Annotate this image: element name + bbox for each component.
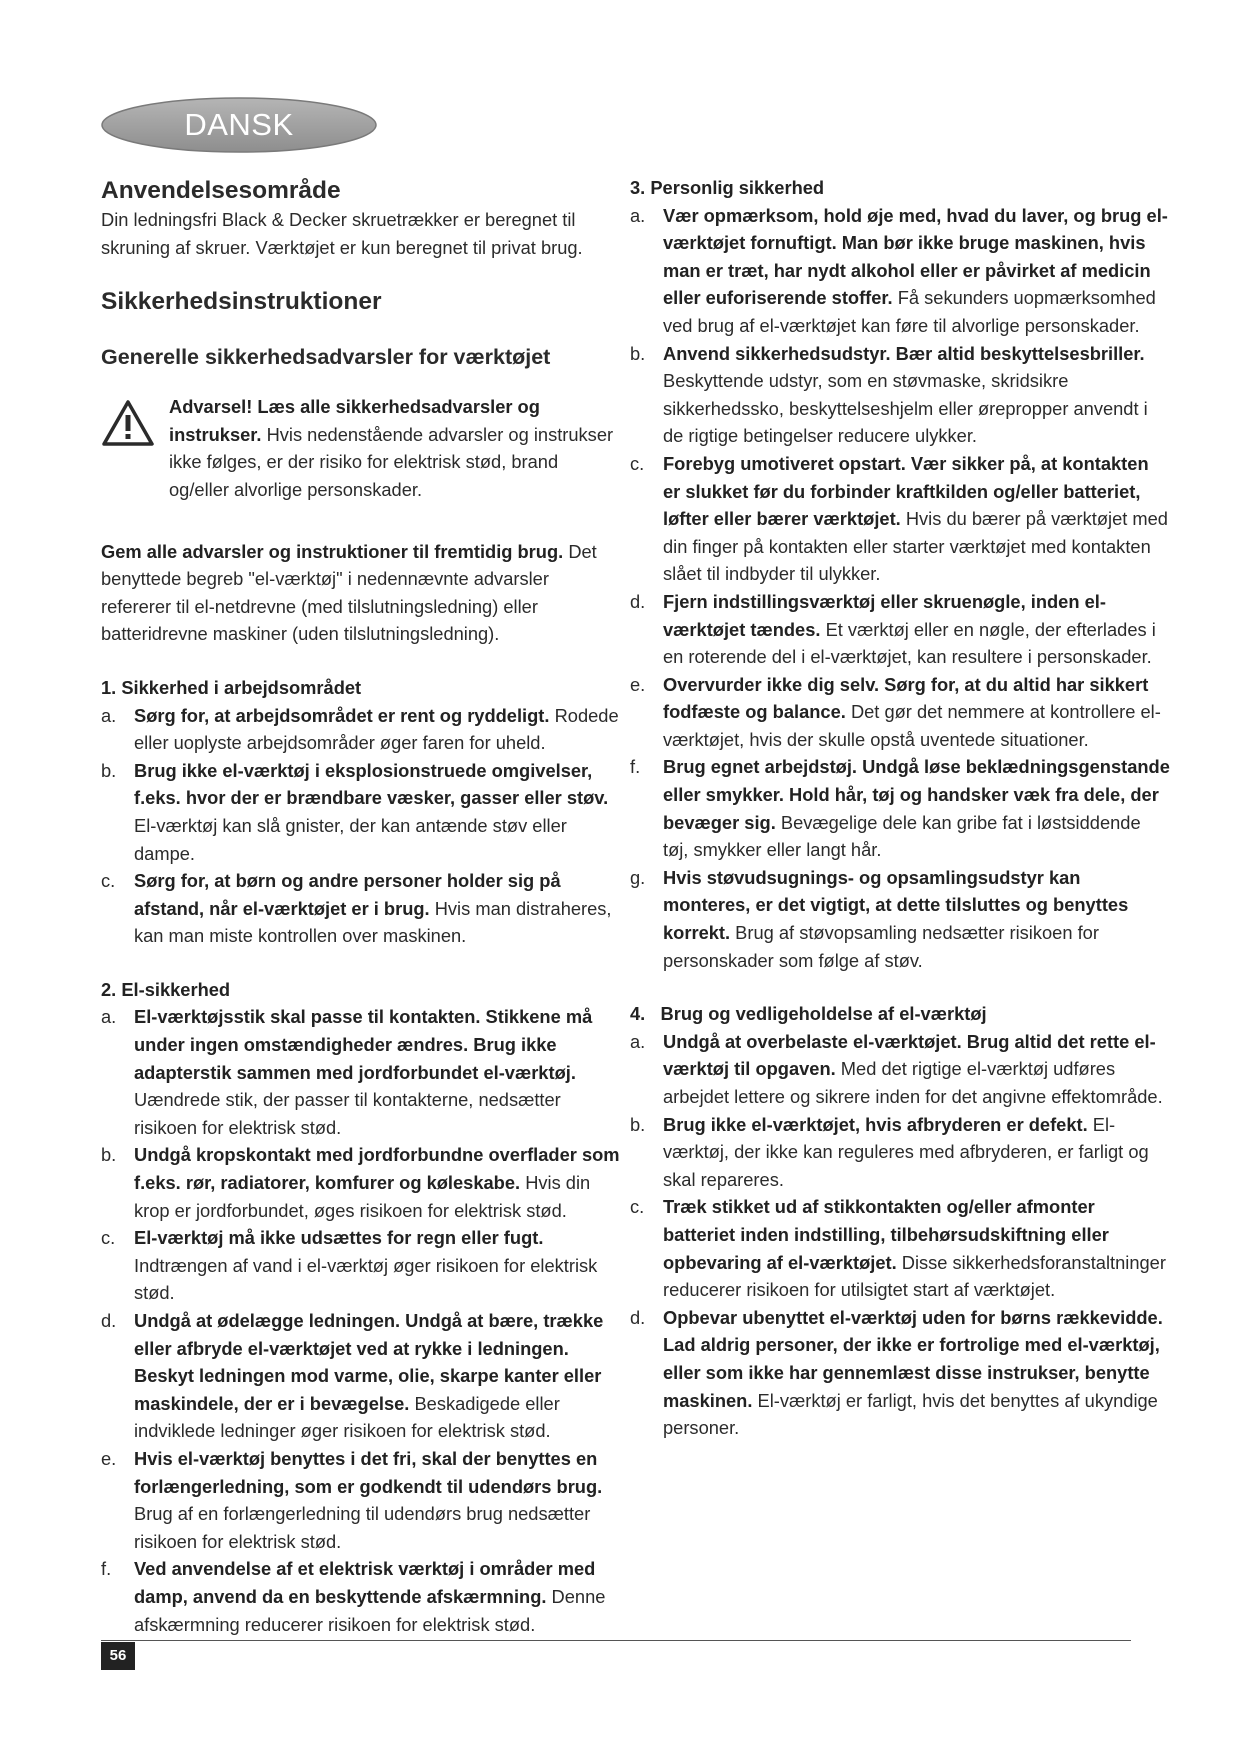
list-item: c. Sørg for, at børn og andre personer holder sig på afstand, når el-værktøjet er i brug. Hvis man distraheres, kan man miste kontrollen over maskinen. — [101, 867, 621, 950]
safety-heading: Sikkerhedsinstruktioner — [101, 288, 382, 316]
item-marker: a. — [630, 204, 646, 226]
list-item: b. Brug ikke el-værktøjet, hvis afbryderen er defekt. El-værktøj, der ikke kan reguleres med afbryderen, er farligt og skal repareres. — [630, 1111, 1170, 1194]
item-marker: b. — [630, 1113, 646, 1135]
list-item: f. Ved anvendelse af et elektrisk værktøj i områder med damp, anvend da en beskyttende afskærmning. Denne afskærmning reducerer risikoen for elektrisk stød. — [101, 1555, 621, 1638]
section-title: 1. Sikkerhed i arbejdsområdet — [101, 676, 362, 698]
list-item: b. Brug ikke el-værktøj i eksplosionstruede omgivelser, f.eks. hvor der er brændbare væsker, gasser eller støv. El-værktøj kan slå gnister, der kan antænde støv eller dampe. — [101, 757, 621, 867]
footer-divider — [101, 1640, 1131, 1641]
warning-bold: Advarsel! Læs alle sikkerhedsadvarsler og instrukser. — [169, 396, 540, 445]
language-label: DANSK — [184, 107, 294, 142]
item-marker: a. — [101, 1006, 117, 1028]
item-marker: a. — [101, 704, 117, 726]
section-1 — [101, 674, 621, 950]
list-item: e. Hvis el-værktøj benyttes i det fri, skal der benyttes en forlængerledning, som er godkendt til udendørs brug. Brug af en forlængerledning til udendørs brug nedsætter risikoen for elektrisk stød. — [101, 1445, 621, 1555]
section-title: 4. Brug og vedligeholdelse af el-værktøj — [630, 1003, 987, 1025]
item-marker: b. — [101, 759, 117, 781]
section-title: 2. El-sikkerhed — [101, 978, 231, 1000]
item-marker: e. — [630, 673, 646, 695]
item-marker: f. — [101, 1558, 112, 1580]
save-text: Det benyttede begreb "el-værktøj" i nedennævnte advarsler refererer til el-netdrevne (med tilslutningsledning) eller batteridrevne maskiner (uden tilslutningsledning). — [101, 540, 597, 645]
save-instructions — [101, 538, 621, 648]
item-marker: f. — [630, 756, 641, 778]
warning-block — [101, 393, 621, 503]
list-item: a. Undgå at overbelaste el-værktøjet. Brug altid det rette el-værktøj til opgaven. Med det rigtige el-værktøj udføres arbejdet lettere og sikrere inden for det angivne effektområde. — [630, 1028, 1170, 1111]
list-item: f. Brug egnet arbejdstøj. Undgå løse beklædningsgenstande eller smykker. Hold hår, tøj og handsker væk fra dele, der bevæger sig. Bevægelige dele kan gribe fat i løstsiddende tøj, smykker eller langt hår. — [630, 753, 1170, 863]
list-item: c. El-værktøj må ikke udsættes for regn eller fugt. Indtrængen af vand i el-værktøj øger risikoen for elektrisk stød. — [101, 1224, 621, 1307]
item-marker: c. — [101, 870, 116, 892]
language-badge — [100, 96, 378, 154]
list-item: d. Undgå at ødelægge ledningen. Undgå at bære, trække eller afbryde el-værktøjet ved at rykke i ledningen. Beskyt ledningen mod varme, olie, skarpe kanter eller maskindele, der er i bevægelse. Beskadigede eller indviklede ledninger øger risikoen for elektrisk stød. — [101, 1307, 621, 1445]
warning-text — [169, 393, 621, 503]
safety-subheading: Generelle sikkerhedsadvarsler for værktøjet — [101, 345, 551, 370]
item-marker: a. — [630, 1030, 646, 1052]
section-4 — [630, 1000, 1170, 1442]
warning-body: Hvis nedenstående advarsler og instrukser ikke følges, er der risiko for elektrisk stød, brand og/eller alvorlige personskader. — [169, 423, 614, 500]
list-item: c. Forebyg umotiveret opstart. Vær sikker på, at kontakten er slukket før du forbinder kraftkilden og/eller batteriet, løfter eller bærer værktøjet. Hvis du bærer på værktøjet med din finger på kontakten eller starter værktøjet med kontakten slået til indbyder til ulykker. — [630, 450, 1170, 588]
warning-triangle-icon — [101, 399, 155, 447]
item-marker: d. — [630, 590, 646, 612]
page-number: 56 — [101, 1642, 135, 1670]
item-marker: b. — [101, 1144, 117, 1166]
item-marker: c. — [630, 452, 645, 474]
intended-use-heading: Anvendelsesområde — [101, 177, 341, 204]
list-item: b. Undgå kropskontakt med jordforbundne overflader som f.eks. rør, radiatorer, komfurer og køleskabe. Hvis din krop er jordforbundet, øges risikoen for elektrisk stød. — [101, 1141, 621, 1224]
section-title: 3. Personlig sikkerhed — [630, 177, 825, 198]
list-item: g. Hvis støvudsugnings- og opsamlingsudstyr kan monteres, er det vigtigt, at dette tilsluttes og benyttes korrekt. Brug af støvopsamling nedsætter risikoen for personskader som følge af støv. — [630, 864, 1170, 974]
item-marker: g. — [630, 866, 646, 888]
list-item: a. El-værktøjsstik skal passe til kontakten. Stikkene må under ingen omstændigheder ændres. Brug ikke adapterstik sammen med jordforbundet el-værktøj. Uændrede stik, der passer til kontakterne, nedsætter risikoen for elektrisk stød. — [101, 1003, 621, 1141]
item-marker: b. — [630, 342, 646, 364]
item-marker: d. — [630, 1306, 646, 1328]
list-item: d. Fjern indstillingsværktøj eller skruenøgle, inden el-værktøjet tændes. Et værktøj eller en nøgle, der efterlades i en roterende del i el-værktøjet, kan resultere i personskader. — [630, 588, 1170, 671]
list-item: a. Vær opmærksom, hold øje med, hvad du laver, og brug el-værktøjet fornuftigt. Man bør ikke bruge maskinen, hvis man er træt, har nydt alkohol eller er påvirket af medicin eller euforiserende stoffer. Få sekunders uopmærksomhed ved brug af el-værktøjet kan føre til alvorlige personskader. — [630, 202, 1170, 340]
list-item: b. Anvend sikkerhedsudstyr. Bær altid beskyttelsesbriller. Beskyttende udstyr, som en støvmaske, skridsikre sikkerhedssko, beskyttelseshjelm eller ørepropper anvendt i de rigtige betingelser reducere ulykker. — [630, 340, 1170, 450]
item-marker: e. — [101, 1447, 117, 1469]
item-marker: c. — [101, 1227, 116, 1249]
list-item: e. Overvurder ikke dig selv. Sørg for, at du altid har sikkert fodfæste og balance. Det gør det nemmere at kontrollere el-værktøjet, hvis der skulle opstå uventede situationer. — [630, 671, 1170, 754]
list-item: c. Træk stikket ud af stikkontakten og/eller afmonter batteriet inden indstilling, tilbehørsudskiftning eller opbevaring af el-værktøjet. Disse sikkerhedsforanstaltninger reducerer risikoen for utilsigtet start af værktøjet. — [630, 1193, 1170, 1303]
right-column — [630, 174, 1170, 1442]
list-item: a. Sørg for, at arbejdsområdet er rent og ryddeligt. Rodede eller uoplyste arbejdsområder øger faren for uheld. — [101, 702, 621, 757]
intended-use-text: Din ledningsfri Black & Decker skruetrækker er beregnet til skruning af skruer. Værktøjet er kun beregnet til privat brug. — [101, 209, 583, 258]
save-bold: Gem alle advarsler og instruktioner til fremtidig brug. — [101, 540, 564, 562]
left-column — [101, 176, 621, 1638]
item-marker: c. — [630, 1196, 645, 1218]
section-2 — [101, 976, 621, 1638]
item-marker: d. — [101, 1310, 117, 1331]
section-3 — [630, 174, 1170, 974]
list-item: d. Opbevar ubenyttet el-værktøj uden for børns rækkevidde. Lad aldrig personer, der ikke er fortrolige med el-værktøj, eller som ikke har gennemlæst disse instrukser, benytte maskinen. El-værktøj er farligt, hvis det benyttes af ukyndige personer. — [630, 1304, 1170, 1442]
